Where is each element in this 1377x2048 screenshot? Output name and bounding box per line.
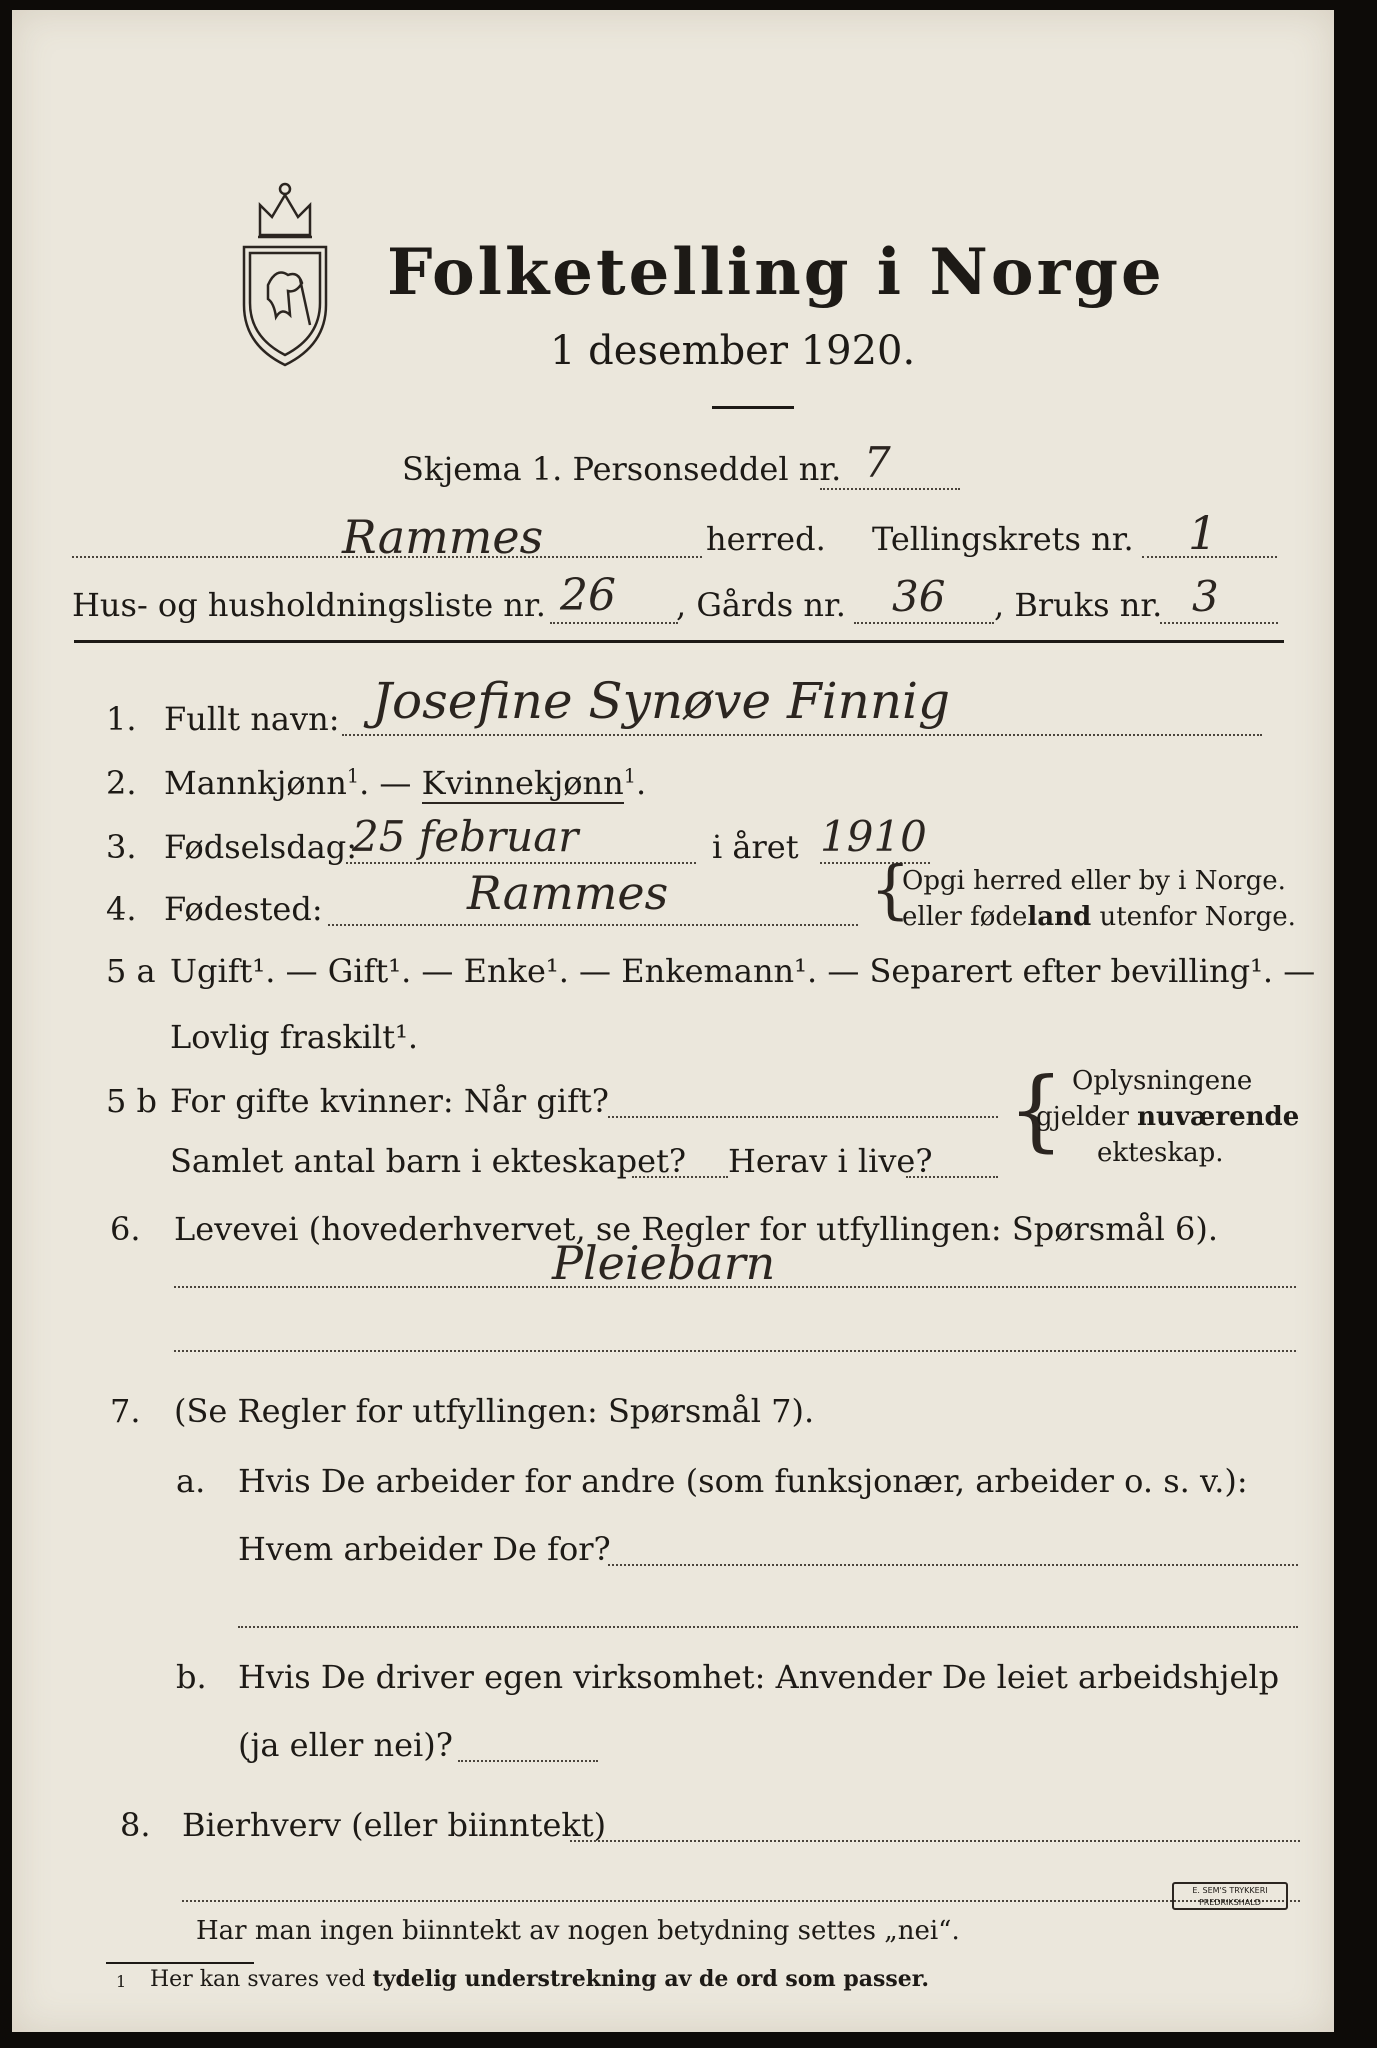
q7b-label2: (ja eller nei)? [238,1726,453,1764]
q7-label: (Se Regler for utfyllingen: Spørsmål 7). [174,1392,815,1430]
fodselsdag-value: 25 februar [352,812,579,861]
levevei-value: Pleiebarn [552,1236,776,1290]
personseddel-value: 7 [864,438,891,487]
q5a-options: Ugift¹. — Gift¹. — Enke¹. — Enkemann¹. — Separert efter bevilling¹. — [170,952,1316,990]
q7-number: 7. [110,1392,141,1430]
footnote-divider [106,1962,254,1964]
q5a-number: 5 a [106,952,156,990]
header-divider [74,640,1284,643]
q3-number: 3. [106,828,137,866]
gards-value: 36 [892,572,946,621]
antal-barn-label: Samlet antal barn i ekteskapet? [170,1142,687,1180]
q6-number: 6. [110,1210,141,1248]
year-value: 1910 [820,812,927,861]
year-label: i året [712,828,799,866]
q7a-label2: Hvem arbeider De for? [238,1530,611,1568]
form-date: 1 desember 1920. [550,328,916,374]
arbeidsgiver-field-line-2[interactable] [238,1626,1298,1628]
q5b-number: 5 b [106,1082,158,1120]
footnote-mark: 1 [116,1972,127,1991]
q8-label: Bierhverv (eller biinntekt) [182,1806,607,1844]
bierhverv-field-line-1[interactable] [570,1840,1300,1842]
q6-label: Levevei (hovederhvervet, se Regler for utfyllingen: Spørsmål 6). [174,1210,1219,1248]
personseddel-field-line[interactable] [820,488,960,490]
option-kvinnekjonn-selected[interactable]: Kvinnekjønn [421,764,624,802]
arbeidshjelp-field-line[interactable] [458,1760,598,1762]
bruks-field-line[interactable] [1160,622,1278,624]
q5b-note-line3: ekteskap. [1097,1138,1224,1168]
q4-brace: { [870,853,911,927]
bierhverv-field-line-2[interactable] [182,1900,1300,1902]
fodselsdag-field-line[interactable] [346,862,696,864]
q5b-brace: { [1008,1058,1064,1161]
q4-label: Fødested: [164,890,323,928]
fullt-navn-field-line[interactable] [342,734,1262,736]
arbeidsgiver-field-line-1[interactable] [608,1564,1298,1566]
q5a-options-line2: Lovlig fraskilt¹. [170,1018,419,1056]
norway-coat-of-arms-icon [230,175,340,375]
q1-label: Fullt navn: [164,700,340,738]
census-form-sheet [12,10,1334,2032]
q4-note-line1: Opgi herred eller by i Norge. [902,866,1286,896]
q7a-label: Hvis De arbeider for andre (som funksjonær, arbeider o. s. v.): [238,1462,1248,1500]
fodested-field-line[interactable] [328,924,858,926]
levevei-field-line-2[interactable] [174,1350,1296,1352]
personseddel-label: Skjema 1. Personseddel nr. [402,450,842,488]
husholdningsliste-value: 26 [560,570,616,621]
printer-stamp [1172,1882,1288,1910]
q8-note: Har man ingen biinntekt av nogen betydning settes „nei“. [196,1916,960,1946]
q5b-note-line2: gjelder nuværende [1036,1102,1300,1132]
form-title: Folketelling i Norge [387,235,1165,310]
footnote-text: Her kan svares ved tydelig understrekning av de ord som passer. [150,1966,930,1992]
tellingskrets-value: 1 [1188,506,1218,560]
fodested-value: Rammes [467,866,669,920]
tellingskrets-label: Tellingskrets nr. [872,520,1134,558]
gards-field-line[interactable] [854,622,994,624]
title-divider [712,406,794,409]
antal-barn-field-line[interactable] [632,1176,728,1178]
gards-label: , Gårds nr. [676,586,846,624]
q2-end: . [635,764,647,802]
herred-value: Rammes [342,510,544,564]
nar-gift-field-line[interactable] [608,1116,998,1118]
q7b-letter: b. [176,1658,207,1696]
q7b-label: Hvis De driver egen virksomhet: Anvender De leiet arbeidshjelp [238,1658,1280,1696]
herav-i-live-label: Herav i live? [728,1142,933,1180]
herred-label: herred. [706,520,826,558]
q7a-letter: a. [176,1462,206,1500]
nar-gift-label: For gifte kvinner: Når gift? [170,1082,609,1120]
printer-stamp-line1: E. SEM'S TRYKKERI [1192,1886,1268,1895]
husholdningsliste-field-line[interactable] [550,622,678,624]
bruks-label: , Bruks nr. [994,586,1163,624]
q2-options: Mannkjønn$^1$. — Kvinnekjønn$^1$. [164,764,647,802]
bruks-value: 3 [1192,572,1219,621]
q2-number: 2. [106,764,137,802]
fullt-navn-value: Josefine Synøve Finnig [372,672,951,730]
q4-number: 4. [106,890,137,928]
q4-note-line2: eller fødeland utenfor Norge. [902,902,1296,932]
herav-i-live-field-line[interactable] [906,1176,998,1178]
q5b-note-line1: Oplysningene [1072,1066,1253,1096]
q1-number: 1. [106,700,137,738]
q2-separator: . — [359,764,422,802]
husholdningsliste-label: Hus- og husholdningsliste nr. [72,586,546,624]
q3-label: Fødselsdag: [164,828,358,866]
option-mannkjonn[interactable]: Mannkjønn [164,764,347,802]
printer-stamp-line2: FREDRIKSHALD [1199,1898,1261,1907]
q8-number: 8. [120,1806,151,1844]
